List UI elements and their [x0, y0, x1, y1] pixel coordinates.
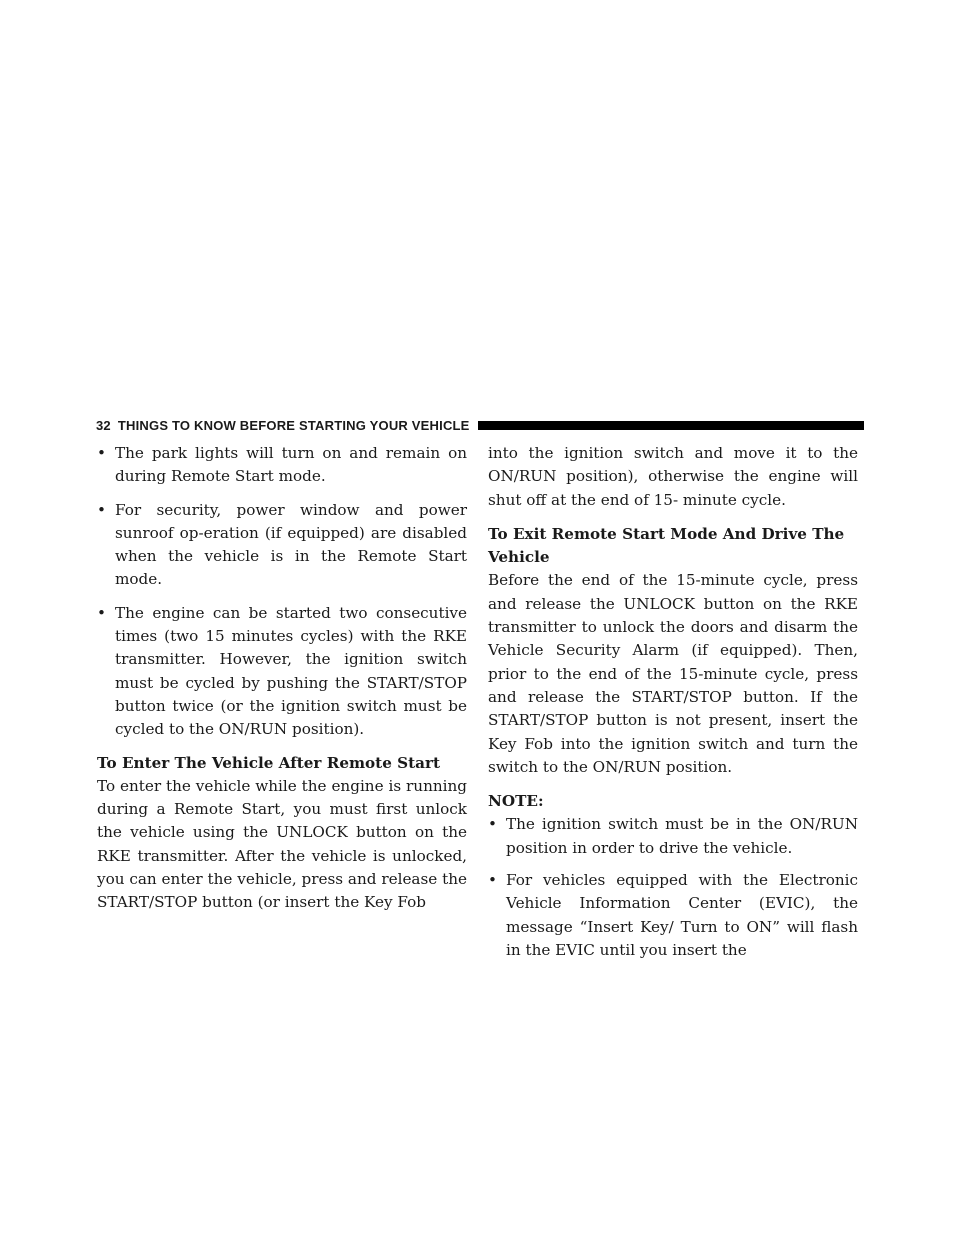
bullet-glyph: • [488, 871, 497, 890]
page-number: 32 [96, 417, 111, 433]
bullet-text: The park lights will turn on and remain on during Remote Start mode. [115, 444, 467, 486]
list-item [97, 442, 467, 489]
header-rule [478, 421, 864, 430]
left-column [97, 442, 467, 924]
bullet-glyph: • [97, 444, 106, 462]
bullet-glyph: • [97, 500, 106, 519]
list-item [97, 499, 467, 592]
list-item [488, 869, 858, 962]
bullet-text: For vehicles equipped with the Electronic Vehicle Information Center (EVIC), the message “Insert Key/ Turn to ON” will flash in the EVIC until you insert the [506, 871, 858, 959]
bullet-glyph: • [488, 815, 497, 834]
body-paragraph: To enter the vehicle while the engine is running during a Remote Start, you must first unlock the vehicle using the UNLOCK button on the RKE transmitter. After the vehicle is unlocked, you can enter the vehicle, press and release the START/STOP button (or insert the Key Fob [97, 776, 467, 912]
list-item [97, 602, 467, 742]
bullet-glyph: • [97, 603, 106, 622]
list-item [488, 813, 858, 860]
bullet-text: The ignition switch must be in the ON/RUN position in order to drive the vehicle. [506, 815, 858, 857]
page-header [96, 414, 864, 436]
section-heading: To Enter The Vehicle After Remote Start [97, 753, 440, 772]
section-heading: To Exit Remote Start Mode And Drive The Vehicle [488, 524, 845, 567]
section-title: THINGS TO KNOW BEFORE STARTING YOUR VEHICLE [117, 417, 470, 433]
bullet-text: The engine can be started two consecutive times (two 15 minutes cycles) with the RKE transmitter. However, the ignition switch must be cycled by pushing the START/STOP button twice (or the ignition switch must be cycled to the ON/RUN position). [115, 603, 467, 739]
continued-paragraph: into the ignition switch and move it to the ON/RUN position), otherwise the engine will shut off at the end of 15- minute cycle. [488, 444, 858, 509]
right-column [488, 442, 858, 971]
note-label: NOTE: [488, 792, 544, 811]
body-paragraph: Before the end of the 15-minute cycle, press and release the UNLOCK button on the RKE transmitter to unlock the doors and disarm the Vehicle Security Alarm (if equipped). Then, prior to the end of the 15-minute cycle, press and release the START/STOP button. If the START/STOP button is not present, insert the Key Fob into the ignition switch and turn the switch to the ON/RUN position. [488, 571, 858, 776]
bullet-text: For security, power window and power sunroof op-eration (if equipped) are disabled when the vehicle is in the Remote Start mode. [115, 500, 467, 589]
